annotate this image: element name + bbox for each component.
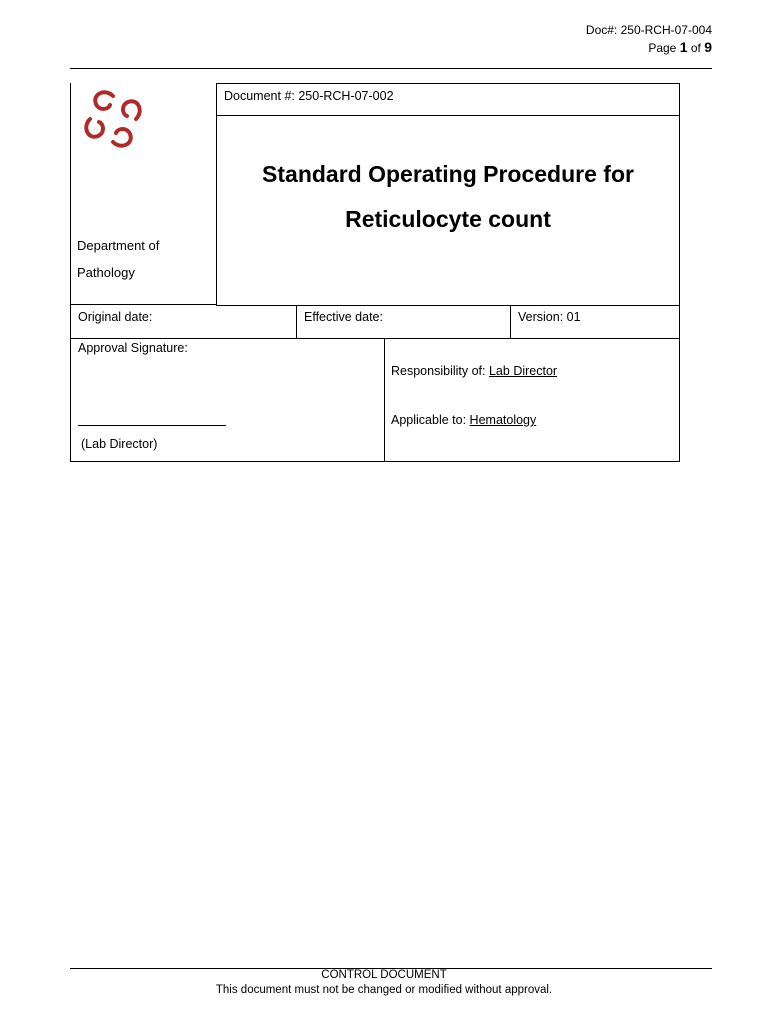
dates-row: [70, 305, 680, 339]
page-counter: [648, 39, 712, 57]
version-cell: Version: 01: [518, 310, 581, 324]
page-total: 9: [704, 39, 712, 55]
department-name: [77, 232, 207, 286]
responsibility-line: [391, 364, 557, 378]
title-line-1: Standard Operating Procedure for: [262, 161, 634, 187]
approval-signature-cell: [71, 339, 385, 461]
original-date-cell: Original date:: [71, 305, 297, 338]
department-line-1: Department of: [77, 238, 160, 253]
footer-control-document: CONTROL DOCUMENT: [321, 969, 447, 981]
effective-date-cell: Effective date:: [297, 305, 511, 338]
approval-signature-label: Approval Signature:: [78, 341, 188, 355]
page-current: 1: [679, 39, 688, 55]
doc-label: Doc#:: [585, 23, 618, 37]
title-line-2: Reticulocyte count: [345, 206, 551, 232]
page-label: Page: [648, 41, 677, 55]
document-number-cell: Document #: 250-RCH-07-002: [217, 84, 679, 116]
red-swirl-logo-icon: [80, 86, 146, 152]
department-line-2: Pathology: [77, 265, 135, 280]
header-doc-number: [586, 22, 712, 39]
responsibility-label: Responsibility of:: [391, 364, 486, 378]
header-divider: [70, 68, 712, 69]
approval-row: [70, 338, 680, 462]
signer-role: (Lab Director): [81, 437, 158, 451]
footer-notice: This document must not be changed or modified without approval.: [215, 984, 553, 996]
applicable-line: [391, 413, 536, 427]
applicable-label: Applicable to:: [391, 413, 467, 427]
signature-line: [78, 425, 226, 426]
page-of: of: [690, 41, 701, 55]
responsibility-value: Lab Director: [488, 364, 558, 378]
applicable-value: Hematology: [469, 413, 537, 427]
doc-number: 250-RCH-07-004: [620, 23, 712, 37]
document-title: [216, 152, 680, 242]
